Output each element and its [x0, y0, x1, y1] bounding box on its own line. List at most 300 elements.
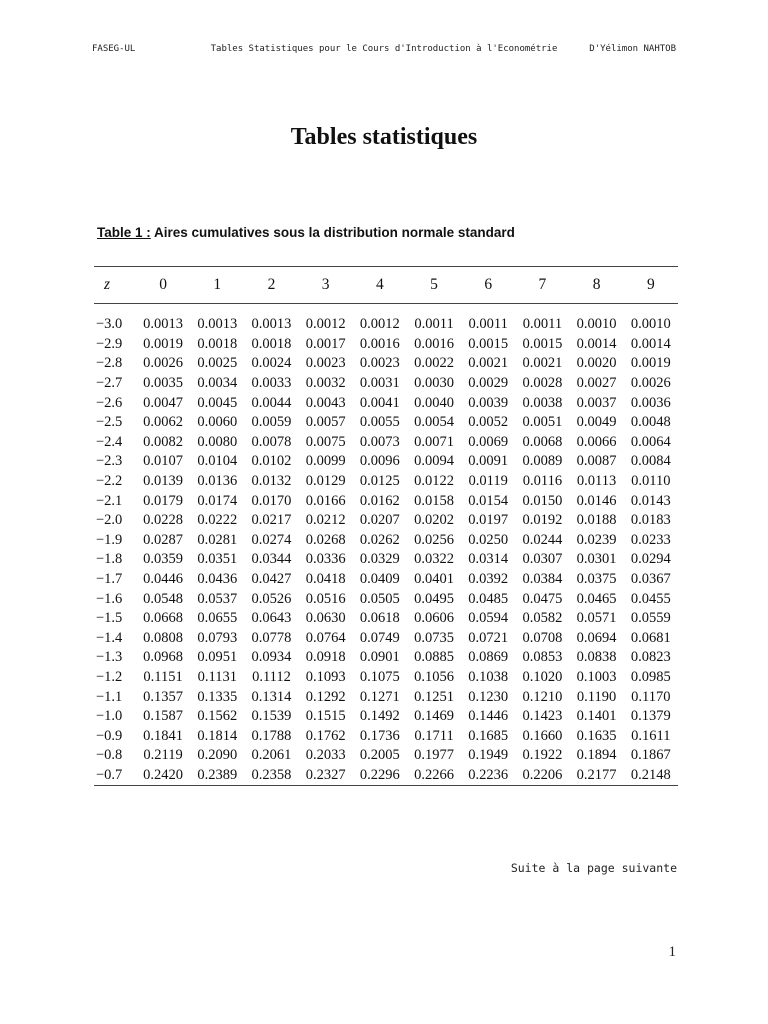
probability-cell: 0.0012	[305, 316, 346, 333]
probability-cell: 0.1788	[251, 727, 292, 744]
probability-cell: 0.0023	[359, 355, 400, 372]
table-row	[94, 531, 678, 551]
probability-cell: 0.1469	[414, 708, 454, 725]
probability-cell: 0.0018	[197, 335, 238, 352]
probability-cell: 0.0014	[630, 335, 671, 352]
probability-cell: 0.0013	[143, 316, 184, 333]
probability-cell: 0.1210	[522, 688, 563, 705]
probability-cell: 0.0099	[305, 453, 346, 470]
z-value-cell: −1.4	[96, 629, 123, 646]
probability-cell: 0.0287	[143, 531, 184, 548]
probability-cell: 0.1814	[197, 727, 238, 744]
z-value-cell: −1.2	[96, 668, 123, 685]
table-row	[94, 550, 678, 570]
probability-cell: 0.0016	[359, 335, 400, 352]
probability-cell: 0.0294	[630, 551, 671, 568]
probability-cell: 0.0764	[305, 629, 346, 646]
probability-cell: 0.0150	[522, 492, 563, 509]
table-row	[94, 452, 678, 472]
probability-cell: 0.0465	[576, 590, 617, 607]
probability-cell: 0.0233	[630, 531, 671, 548]
probability-cell: 0.0116	[522, 473, 563, 490]
z-value-cell: −2.8	[96, 355, 123, 372]
probability-cell: 0.0314	[468, 551, 509, 568]
probability-cell: 0.0212	[305, 512, 346, 529]
probability-cell: 0.0027	[576, 375, 617, 392]
probability-cell: 0.0075	[305, 433, 346, 450]
probability-cell: 0.0268	[305, 531, 346, 548]
z-value-cell: −1.8	[96, 551, 123, 568]
probability-cell: 0.0012	[359, 316, 400, 333]
probability-cell: 0.0035	[143, 375, 184, 392]
table-row	[94, 354, 678, 374]
table-row	[94, 687, 678, 707]
z-value-cell: −2.6	[96, 394, 123, 411]
probability-cell: 0.0113	[576, 473, 617, 490]
probability-cell: 0.0047	[143, 394, 184, 411]
probability-cell: 0.1056	[414, 668, 454, 685]
probability-cell: 0.0655	[197, 610, 238, 627]
probability-cell: 0.0244	[522, 531, 563, 548]
header-institution: FASEG-UL	[92, 44, 136, 54]
probability-cell: 0.0274	[251, 531, 292, 548]
table-header-row	[94, 267, 678, 304]
probability-cell: 0.0080	[197, 433, 238, 450]
probability-cell: 0.0102	[251, 453, 292, 470]
probability-cell: 0.0071	[414, 433, 454, 450]
z-column-header: z	[104, 276, 111, 293]
probability-cell: 0.1562	[197, 708, 238, 725]
z-value-cell: −2.7	[96, 375, 123, 392]
probability-cell: 0.0643	[251, 610, 292, 627]
probability-cell: 0.0934	[251, 649, 292, 666]
probability-cell: 0.1492	[359, 708, 400, 725]
probability-cell: 0.1711	[414, 727, 454, 744]
probability-cell: 0.0183	[630, 512, 671, 529]
probability-cell: 0.0985	[630, 668, 671, 685]
probability-cell: 0.0039	[468, 394, 509, 411]
z-value-cell: −1.3	[96, 649, 123, 666]
probability-cell: 0.0014	[576, 335, 617, 352]
probability-cell: 0.1587	[143, 708, 184, 725]
probability-cell: 0.0392	[468, 571, 509, 588]
table-row	[94, 433, 678, 453]
probability-cell: 0.0078	[251, 433, 292, 450]
z-value-cell: −0.9	[96, 727, 123, 744]
probability-cell: 0.0045	[197, 394, 238, 411]
probability-cell: 0.0066	[576, 433, 617, 450]
probability-cell: 0.0048	[630, 414, 671, 431]
probability-cell: 0.0968	[143, 649, 184, 666]
probability-cell: 0.0485	[468, 590, 509, 607]
probability-cell: 0.1515	[305, 708, 346, 725]
probability-cell: 0.0060	[197, 414, 238, 431]
probability-cell: 0.0049	[576, 414, 617, 431]
probability-cell: 0.0146	[576, 492, 617, 509]
table-row	[94, 629, 678, 649]
probability-cell: 0.0721	[468, 629, 509, 646]
probability-cell: 0.2119	[143, 747, 183, 764]
probability-cell: 0.0021	[522, 355, 563, 372]
table-row	[94, 570, 678, 590]
probability-cell: 0.0885	[414, 649, 454, 666]
probability-cell: 0.0367	[630, 571, 671, 588]
probability-cell: 0.0158	[414, 492, 454, 509]
table-row	[94, 315, 678, 335]
probability-cell: 0.0037	[576, 394, 617, 411]
column-header-0: 0	[159, 276, 167, 293]
probability-cell: 0.0018	[251, 335, 292, 352]
probability-cell: 0.0028	[522, 375, 563, 392]
probability-cell: 0.0082	[143, 433, 184, 450]
probability-cell: 0.2033	[305, 747, 346, 764]
probability-cell: 0.0011	[468, 316, 508, 333]
probability-cell: 0.0197	[468, 512, 509, 529]
probability-cell: 0.2358	[251, 766, 292, 783]
z-value-cell: −0.8	[96, 747, 123, 764]
z-value-cell: −1.1	[96, 688, 123, 705]
probability-cell: 0.0010	[576, 316, 617, 333]
probability-cell: 0.0136	[197, 473, 238, 490]
probability-cell: 0.1093	[305, 668, 346, 685]
probability-cell: 0.0351	[197, 551, 238, 568]
probability-cell: 0.0040	[414, 394, 454, 411]
probability-cell: 0.0375	[576, 571, 617, 588]
probability-cell: 0.1314	[251, 688, 292, 705]
probability-cell: 0.2389	[197, 766, 238, 783]
probability-cell: 0.1112	[252, 668, 291, 685]
probability-cell: 0.1379	[630, 708, 671, 725]
table-row	[94, 472, 678, 492]
probability-cell: 0.0778	[251, 629, 292, 646]
probability-cell: 0.0029	[468, 375, 509, 392]
table-row	[94, 374, 678, 394]
probability-cell: 0.0582	[522, 610, 563, 627]
probability-cell: 0.0057	[305, 414, 346, 431]
table-row	[94, 766, 678, 786]
probability-cell: 0.0091	[468, 453, 509, 470]
probability-cell: 0.2005	[359, 747, 400, 764]
probability-cell: 0.0455	[630, 590, 671, 607]
probability-cell: 0.0228	[143, 512, 184, 529]
probability-cell: 0.0735	[414, 629, 454, 646]
probability-cell: 0.2148	[630, 766, 671, 783]
column-header-6: 6	[484, 276, 493, 293]
probability-cell: 0.0409	[359, 571, 400, 588]
probability-cell: 0.1423	[522, 708, 563, 725]
probability-cell: 0.0122	[414, 473, 454, 490]
probability-cell: 0.0162	[359, 492, 400, 509]
probability-cell: 0.1867	[630, 747, 671, 764]
table-body	[94, 304, 678, 786]
probability-cell: 0.1075	[359, 668, 400, 685]
probability-cell: 0.0869	[468, 649, 509, 666]
z-value-cell: −1.6	[96, 590, 123, 607]
header-author: D'Yélimon NAHTOB	[589, 44, 676, 54]
probability-cell: 0.0571	[576, 610, 617, 627]
probability-cell: 0.0043	[305, 394, 346, 411]
probability-cell: 0.0192	[522, 512, 563, 529]
probability-cell: 0.1762	[305, 727, 346, 744]
probability-cell: 0.1922	[522, 747, 563, 764]
probability-cell: 0.0427	[251, 571, 292, 588]
probability-cell: 0.0055	[359, 414, 400, 431]
probability-cell: 0.0336	[305, 551, 346, 568]
table-caption-text: Aires cumulatives sous la distribution normale standard	[154, 225, 515, 240]
probability-cell: 0.2061	[251, 747, 292, 764]
probability-cell: 0.0329	[359, 551, 400, 568]
table-row	[94, 609, 678, 629]
probability-cell: 0.0044	[251, 394, 292, 411]
probability-cell: 0.0087	[576, 453, 617, 470]
probability-cell: 0.1841	[143, 727, 184, 744]
probability-cell: 0.0011	[414, 316, 454, 333]
probability-cell: 0.0838	[576, 649, 617, 666]
probability-cell: 0.0013	[251, 316, 292, 333]
probability-cell: 0.0062	[143, 414, 184, 431]
probability-cell: 0.1401	[576, 708, 617, 725]
probability-cell: 0.1271	[359, 688, 400, 705]
probability-cell: 0.0096	[359, 453, 400, 470]
z-value-cell: −2.4	[96, 433, 123, 450]
probability-cell: 0.0020	[576, 355, 617, 372]
table-row	[94, 648, 678, 668]
probability-cell: 0.0026	[630, 375, 671, 392]
table-row	[94, 511, 678, 531]
probability-cell: 0.0668	[143, 610, 184, 627]
probability-cell: 0.0495	[414, 590, 454, 607]
probability-cell: 0.0630	[305, 610, 346, 627]
probability-cell: 0.0749	[359, 629, 400, 646]
probability-cell: 0.1357	[143, 688, 184, 705]
probability-cell: 0.0069	[468, 433, 509, 450]
z-value-cell: −2.1	[96, 492, 123, 509]
page-number: 1	[668, 944, 676, 960]
table-spacer	[94, 304, 678, 316]
probability-cell: 0.0013	[197, 316, 238, 333]
table-row	[94, 491, 678, 511]
probability-cell: 0.1977	[414, 747, 454, 764]
column-header-1: 1	[213, 276, 222, 293]
probability-cell: 0.0021	[468, 355, 509, 372]
probability-cell: 0.0262	[359, 531, 400, 548]
table-caption-number: Table 1 :	[97, 225, 151, 240]
header-course-title: Tables Statistiques pour le Cours d'Introduction à l'Econométrie	[210, 44, 558, 54]
probability-cell: 0.0023	[305, 355, 346, 372]
probability-cell: 0.1190	[576, 688, 617, 705]
probability-cell: 0.0681	[630, 629, 671, 646]
column-header-5: 5	[430, 276, 438, 293]
probability-cell: 0.0154	[468, 492, 509, 509]
probability-cell: 0.0054	[414, 414, 454, 431]
probability-cell: 0.0104	[197, 453, 238, 470]
z-value-cell: −1.9	[96, 531, 123, 548]
probability-cell: 0.0217	[251, 512, 292, 529]
table-row	[94, 726, 678, 746]
probability-cell: 0.0239	[576, 531, 617, 548]
probability-cell: 0.0174	[197, 492, 238, 509]
probability-cell: 0.0384	[522, 571, 563, 588]
probability-cell: 0.0022	[414, 355, 454, 372]
probability-cell: 0.0344	[251, 551, 292, 568]
probability-cell: 0.1251	[414, 688, 454, 705]
z-value-cell: −2.3	[96, 453, 123, 470]
probability-cell: 0.0084	[630, 453, 671, 470]
probability-cell: 0.0038	[522, 394, 563, 411]
z-value-cell: −1.0	[96, 708, 123, 725]
probability-cell: 0.0559	[630, 610, 671, 627]
probability-cell: 0.0125	[359, 473, 400, 490]
probability-cell: 0.0166	[305, 492, 346, 509]
probability-cell: 0.0179	[143, 492, 184, 509]
probability-cell: 0.0064	[630, 433, 671, 450]
probability-cell: 0.0110	[631, 473, 671, 490]
probability-cell: 0.0143	[630, 492, 671, 509]
probability-cell: 0.2296	[359, 766, 400, 783]
probability-cell: 0.0033	[251, 375, 292, 392]
probability-cell: 0.1539	[251, 708, 292, 725]
probability-cell: 0.0094	[414, 453, 454, 470]
probability-cell: 0.1335	[197, 688, 238, 705]
column-header-8: 8	[592, 276, 601, 293]
probability-cell: 0.0516	[305, 590, 346, 607]
probability-cell: 0.0188	[576, 512, 617, 529]
probability-cell: 0.0036	[630, 394, 671, 411]
column-header-3: 3	[321, 276, 330, 293]
probability-cell: 0.0606	[414, 610, 454, 627]
probability-cell: 0.1949	[468, 747, 509, 764]
table-row	[94, 746, 678, 766]
probability-cell: 0.0359	[143, 551, 184, 568]
probability-cell: 0.0024	[251, 355, 292, 372]
probability-cell: 0.0107	[143, 453, 184, 470]
column-header-9: 9	[646, 276, 655, 293]
probability-cell: 0.0202	[414, 512, 454, 529]
probability-cell: 0.0032	[305, 375, 346, 392]
probability-cell: 0.0222	[197, 512, 238, 529]
probability-cell: 0.1292	[305, 688, 346, 705]
probability-cell: 0.0951	[197, 649, 238, 666]
table-caption	[97, 225, 515, 240]
probability-cell: 0.0436	[197, 571, 238, 588]
probability-cell: 0.0025	[197, 355, 238, 372]
normal-distribution-table	[94, 266, 678, 786]
probability-cell: 0.0708	[522, 629, 563, 646]
probability-cell: 0.0418	[305, 571, 346, 588]
table-row	[94, 335, 678, 355]
probability-cell: 0.1635	[576, 727, 617, 744]
probability-cell: 0.0019	[143, 335, 184, 352]
probability-cell: 0.2090	[197, 747, 238, 764]
probability-cell: 0.0034	[197, 375, 238, 392]
probability-cell: 0.0618	[359, 610, 400, 627]
probability-cell: 0.0019	[630, 355, 671, 372]
probability-cell: 0.1020	[522, 668, 563, 685]
probability-cell: 0.0132	[251, 473, 292, 490]
probability-cell: 0.0446	[143, 571, 184, 588]
probability-cell: 0.1611	[631, 727, 671, 744]
z-value-cell: −2.5	[96, 414, 123, 431]
probability-cell: 0.1446	[468, 708, 509, 725]
probability-cell: 0.1736	[359, 727, 400, 744]
probability-cell: 0.0475	[522, 590, 563, 607]
probability-cell: 0.2236	[468, 766, 509, 783]
probability-cell: 0.1003	[576, 668, 617, 685]
probability-cell: 0.0823	[630, 649, 671, 666]
probability-cell: 0.0015	[468, 335, 509, 352]
probability-cell: 0.1230	[468, 688, 509, 705]
probability-cell: 0.0793	[197, 629, 238, 646]
z-value-cell: −3.0	[96, 316, 123, 333]
probability-cell: 0.0918	[305, 649, 346, 666]
z-value-cell: −1.5	[96, 610, 123, 627]
table-row	[94, 393, 678, 413]
probability-cell: 0.1151	[143, 668, 183, 685]
probability-cell: 0.0068	[522, 433, 563, 450]
probability-cell: 0.0089	[522, 453, 563, 470]
probability-cell: 0.0139	[143, 473, 184, 490]
probability-cell: 0.0594	[468, 610, 509, 627]
probability-cell: 0.0016	[414, 335, 454, 352]
z-value-cell: −0.7	[96, 766, 123, 783]
probability-cell: 0.0170	[251, 492, 292, 509]
probability-cell: 0.2420	[143, 766, 184, 783]
probability-cell: 0.2327	[305, 766, 346, 783]
column-header-4: 4	[375, 276, 384, 293]
probability-cell: 0.0015	[522, 335, 563, 352]
probability-cell: 0.0026	[143, 355, 184, 372]
probability-cell: 0.1038	[468, 668, 509, 685]
probability-cell: 0.0030	[414, 375, 454, 392]
probability-cell: 0.0307	[522, 551, 563, 568]
probability-cell: 0.0301	[576, 551, 617, 568]
probability-cell: 0.0031	[359, 375, 400, 392]
probability-cell: 0.1660	[522, 727, 563, 744]
probability-cell: 0.0505	[359, 590, 400, 607]
z-value-cell: −2.9	[96, 335, 123, 352]
probability-cell: 0.2177	[576, 766, 617, 783]
table-row	[94, 589, 678, 609]
probability-cell: 0.0548	[143, 590, 184, 607]
probability-cell: 0.0052	[468, 414, 509, 431]
probability-cell: 0.0207	[359, 512, 400, 529]
probability-cell: 0.1894	[576, 747, 617, 764]
probability-cell: 0.0011	[522, 316, 563, 333]
probability-cell: 0.0401	[414, 571, 454, 588]
column-header-7: 7	[538, 276, 547, 293]
probability-cell: 0.0129	[305, 473, 346, 490]
probability-cell: 0.0322	[414, 551, 454, 568]
probability-cell: 0.2266	[414, 766, 454, 783]
probability-cell: 0.0256	[414, 531, 454, 548]
probability-cell: 0.0537	[197, 590, 238, 607]
z-value-cell: −1.7	[96, 571, 123, 588]
column-header-2: 2	[267, 276, 276, 293]
probability-cell: 0.0281	[197, 531, 238, 548]
z-value-cell: −2.0	[96, 512, 123, 529]
continued-next-page-note: Suite à la page suivante	[510, 861, 677, 875]
z-value-cell: −2.2	[96, 473, 123, 490]
probability-cell: 0.1170	[631, 688, 671, 705]
probability-cell: 0.0010	[630, 316, 671, 333]
probability-cell: 0.1685	[468, 727, 509, 744]
page-header	[92, 44, 676, 58]
probability-cell: 0.0853	[522, 649, 563, 666]
probability-cell: 0.0808	[143, 629, 184, 646]
page-title: Tables statistiques	[290, 124, 478, 150]
probability-cell: 0.0119	[468, 473, 508, 490]
probability-cell: 0.0073	[359, 433, 400, 450]
